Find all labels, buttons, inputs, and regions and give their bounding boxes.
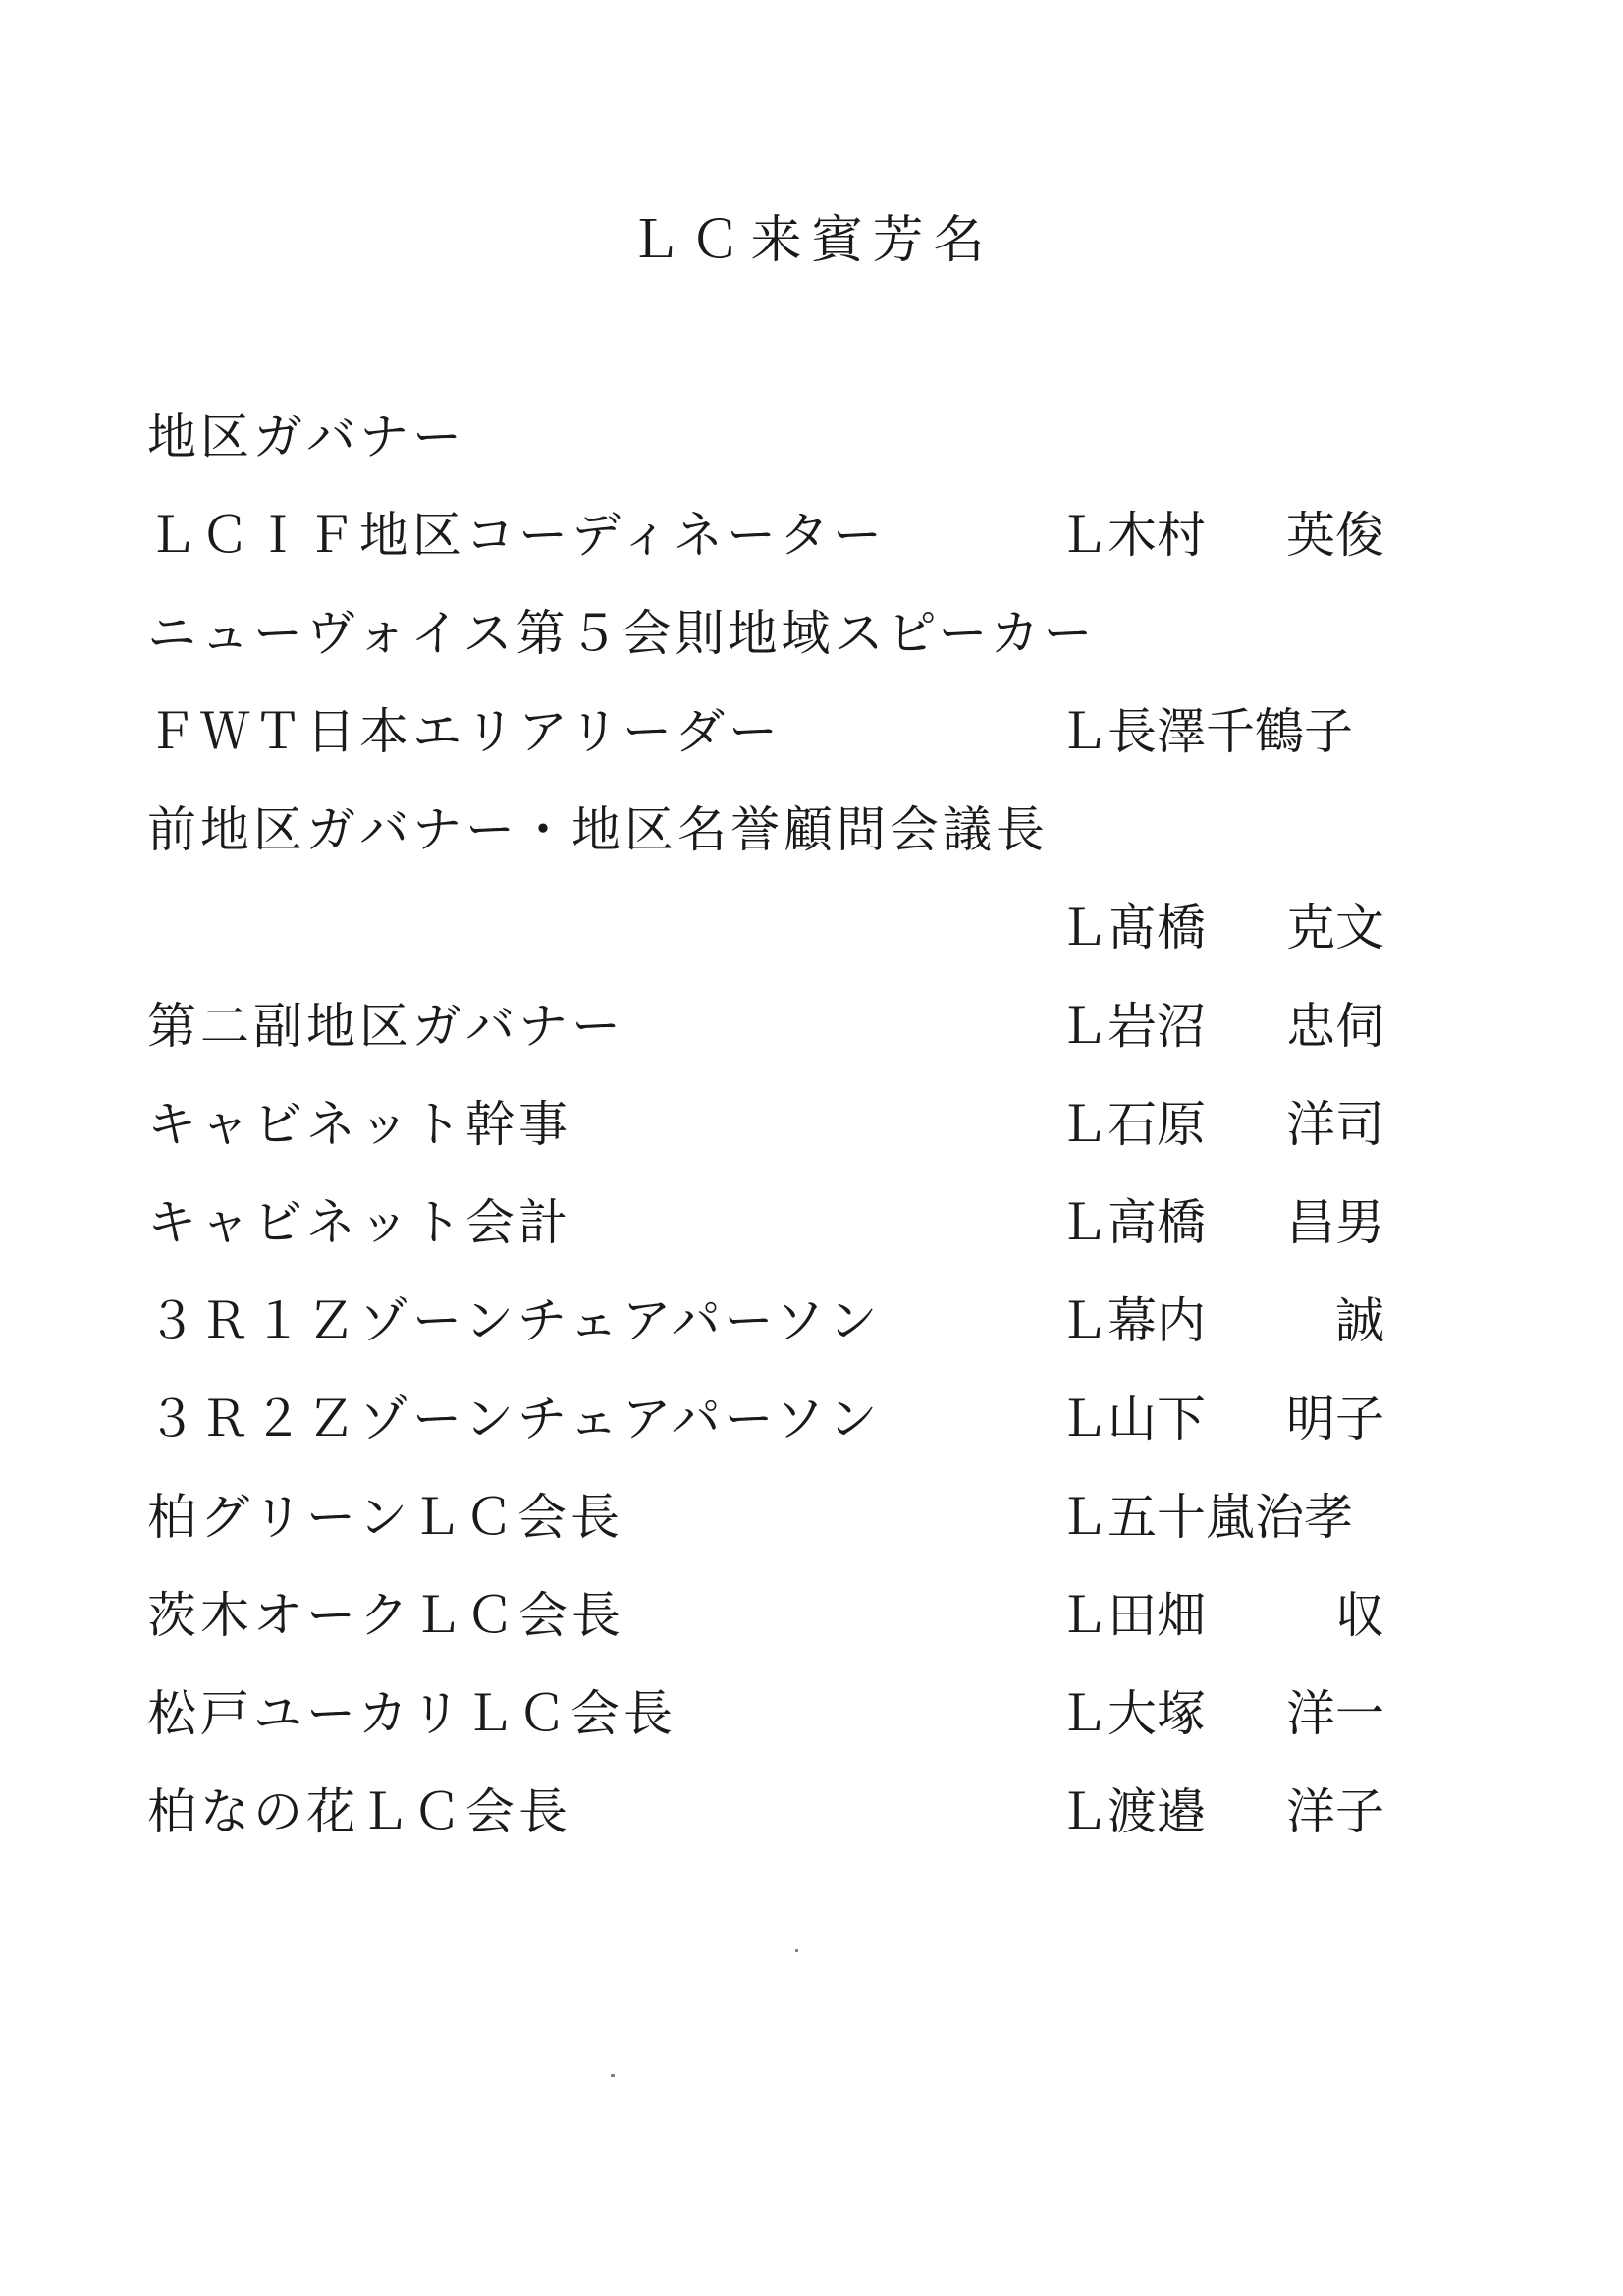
guest-surname: Ｌ幕内 — [1058, 1292, 1206, 1349]
guest-name — [1058, 1773, 1384, 1851]
guest-entry — [147, 692, 1384, 791]
guest-surname: Ｌ長澤千鶴子 — [1058, 703, 1353, 760]
guest-name — [1058, 1478, 1384, 1557]
guest-role: ニューヴォイス第５会則地域スピーカー — [147, 605, 1097, 662]
guest-entry — [147, 987, 1384, 1085]
guest-role: ３Ｒ２Ｚゾーンチェアパーソン — [147, 1391, 882, 1448]
guest-given-name: 洋子 — [1286, 1783, 1384, 1840]
guest-role: 茨木オークＬＣ会長 — [147, 1587, 624, 1644]
guest-given-name: 収 — [1335, 1587, 1384, 1644]
guest-entry — [147, 1773, 1384, 1871]
guest-surname: Ｌ木村 — [1058, 507, 1206, 564]
guest-name — [1058, 1576, 1384, 1655]
guest-role: 地区ガバナー — [147, 409, 465, 465]
guest-surname: Ｌ石原 — [1058, 1096, 1206, 1153]
guest-surname: Ｌ五十嵐治孝 — [1058, 1489, 1353, 1546]
guest-role: 松戸ユーカリＬＣ会長 — [147, 1685, 676, 1742]
guest-given-name: 明子 — [1286, 1391, 1384, 1448]
guest-entry — [147, 1478, 1384, 1576]
guest-given-name: 洋一 — [1286, 1685, 1384, 1742]
guest-role: ＬＣＩＦ地区コーディネーター — [147, 507, 886, 564]
guest-entry — [147, 1576, 1384, 1674]
guest-name — [1058, 496, 1384, 574]
guest-surname: Ｌ田畑 — [1058, 1587, 1206, 1644]
guest-name — [1058, 1183, 1384, 1262]
guest-entry — [147, 889, 1384, 987]
guest-name — [1058, 1380, 1384, 1458]
guest-entry — [147, 791, 1384, 889]
guest-surname: Ｌ高橋 — [1058, 1194, 1206, 1251]
guest-given-name: 克文 — [1286, 900, 1384, 957]
guest-surname: Ｌ大塚 — [1058, 1685, 1206, 1742]
guest-role: 第二副地区ガバナー — [147, 998, 624, 1055]
guest-entry — [147, 594, 1384, 692]
guest-entry — [147, 398, 1384, 496]
guest-role: キャビネット幹事 — [147, 1096, 571, 1153]
guest-role: 柏グリーンＬＣ会長 — [147, 1489, 623, 1546]
guest-entry — [147, 1183, 1384, 1282]
guest-name — [1058, 1085, 1384, 1164]
guest-role: ＦＷＴ日本エリアリーダー — [147, 703, 782, 760]
guest-surname: Ｌ髙橋 — [1058, 900, 1206, 957]
guest-entry — [147, 1085, 1384, 1183]
guest-list — [147, 398, 1384, 1871]
guest-role: キャビネット会計 — [147, 1194, 571, 1251]
guest-entry — [147, 1674, 1384, 1773]
guest-name — [1058, 889, 1384, 967]
guest-surname: Ｌ山下 — [1058, 1391, 1206, 1448]
guest-name — [1058, 692, 1384, 771]
page-title: ＬＣ来賓芳名 — [628, 211, 995, 270]
guest-entry — [147, 496, 1384, 594]
guest-entry — [147, 1380, 1384, 1478]
scan-speck — [611, 2074, 615, 2077]
guest-given-name: 洋司 — [1286, 1096, 1384, 1153]
guest-name — [1058, 1674, 1384, 1753]
guest-name — [1058, 1282, 1384, 1360]
scan-speck — [795, 1949, 798, 1952]
guest-given-name: 英俊 — [1286, 507, 1384, 564]
guest-entry — [147, 1282, 1384, 1380]
guest-surname: Ｌ岩沼 — [1058, 998, 1206, 1055]
guest-given-name: 誠 — [1335, 1292, 1384, 1349]
guest-given-name: 昌男 — [1286, 1194, 1384, 1251]
guest-given-name: 忠伺 — [1286, 998, 1384, 1055]
guest-surname: Ｌ渡邉 — [1058, 1783, 1206, 1840]
guest-role: 柏なの花ＬＣ会長 — [147, 1783, 571, 1840]
guest-role: ３Ｒ１Ｚゾーンチェアパーソン — [147, 1292, 882, 1349]
guest-role: 前地区ガバナー・地区名誉顧問会議長 — [147, 801, 1049, 858]
guest-name — [1058, 987, 1384, 1066]
